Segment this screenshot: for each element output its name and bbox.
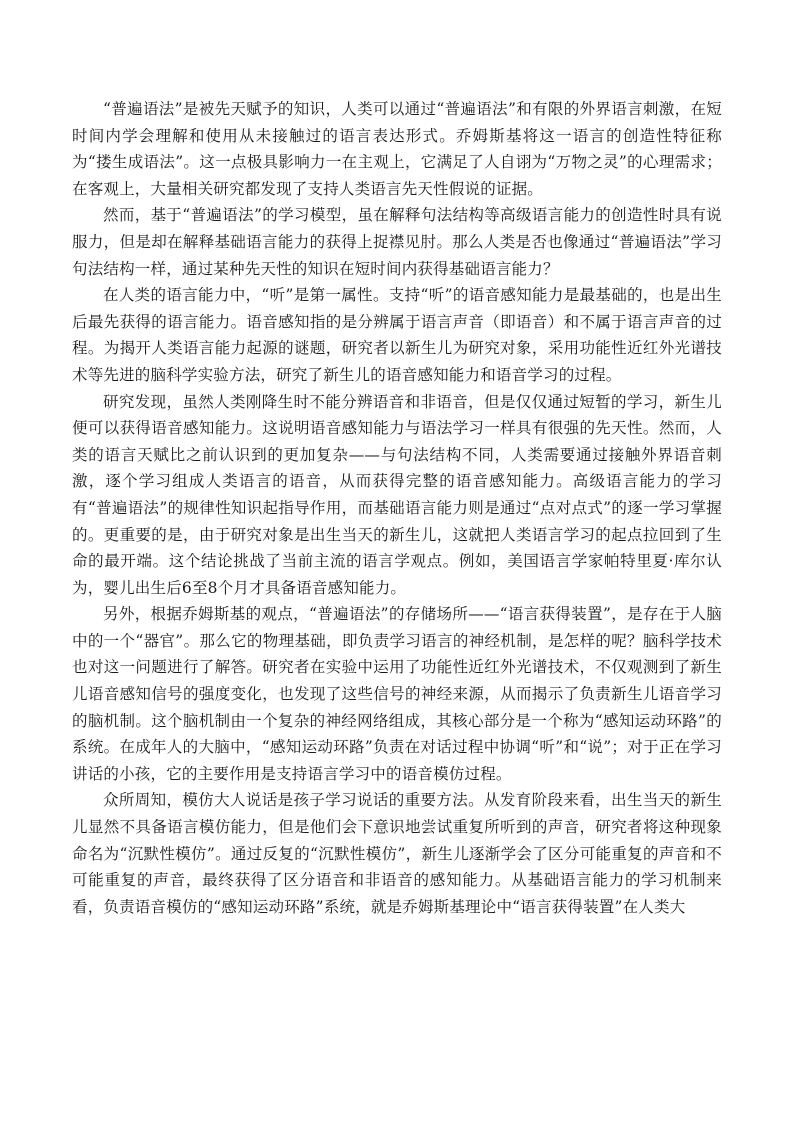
document-body (72, 96, 722, 920)
paragraph-6: 众所周知，模仿大人说话是孩子学习说话的重要方法。从发育阶段来看，出生当天的新生儿显然不具备语言模仿能力，但是他们会下意识地尝试重复所听到的声音，研究者将这种现象命名为“沉默性模仿”。通过反复的“沉默性模仿”，新生儿逐渐学会了区分可能重复的声音和不可能重复的声音，最终获得了区分语音和非语音的感知能力。从基础语言能力的学习机制来看，负责语音模仿的“感知运动环路”系统，就是乔姆斯基理论中“语言获得装置”在人类大 (72, 791, 722, 916)
paragraph-5: 另外，根据乔姆斯基的观点，“普遍语法”的存储场所——“语言获得装置”，是存在于人脑中的一个“器官”。那么它的物理基础，即负责学习语言的神经机制，是怎样的呢？脑科学技术也对这一问题进行了解答。研究者在实验中运用了功能性近红外光谱技术，不仅观测到了新生儿语音感知信号的强度变化，也发现了这些信号的神经来源，从而揭示了负责新生儿语音学习的脑机制。这个脑机制由一个复杂的神经网络组成，其核心部分是一个称为“感知运动环路”的系统。在成年人的大脑中，“感知运动环路”负责在对话过程中协调“听”和“说”；对于正在学习讲话的小孩，它的主要作用是支持语言学习中的语音模仿过程。 (72, 605, 722, 783)
paragraph-4: 研究发现，虽然人类刚降生时不能分辨语音和非语音，但是仅仅通过短暂的学习，新生儿便可以获得语音感知能力。这说明语音感知能力与语法学习一样具有很强的先天性。然而，人类的语言天赋比之前认识到的更加复杂——与句法结构不同，人类需要通过接触外界语音刺激，逐个学习组成人类语言的语音，从而获得完整的语音感知能力。高级语言能力的学习有“普遍语法”的规律性知识起指导作用，而基础语言能力则是通过“点对点式”的逐一学习掌握的。更重要的是，由于研究对象是出生当天的新生儿，这就把人类语言学习的起点拉回到了生命的最开端。这个结论挑战了当前主流的语言学观点。例如，美国语言学家帕特里夏·库尔认为，婴儿出生后6至8个月才具备语音感知能力。 (72, 392, 722, 597)
paragraph-3: 在人类的语言能力中，“听”是第一属性。支持“听”的语音感知能力是最基础的，也是出生后最先获得的语言能力。语音感知指的是分辨属于语言声音（即语音）和不属于语言声音的过程。为揭开人类语言能力起源的谜题，研究者以新生儿为研究对象，采用功能性近红外光谱技术等先进的脑科学实验方法，研究了新生儿的语音感知能力和语音学习的过程。 (72, 286, 722, 384)
paragraph-1: “普遍语法”是被先天赋予的知识，人类可以通过“普遍语法”和有限的外界语言刺激，在短时间内学会理解和使用从未接触过的语言表达形式。乔姆斯基将这一语言的创造性特征称为“搂生成语法”。这一点极具影响力一在主观上，它满足了人自诩为“万物之灵”的心理需求；在客观上，大量相关研究都发现了支持人类语言先天性假说的证据。 (72, 100, 722, 198)
paragraph-2: 然而，基于“普遍语法”的学习模型，虽在解释句法结构等高级语言能力的创造性时具有说服力，但是却在解释基础语言能力的获得上捉襟见肘。那么人类是否也像通过“普遍语法”学习句法结构一样，通过某种先天性的知识在短时间内获得基础语言能力？ (72, 206, 722, 278)
